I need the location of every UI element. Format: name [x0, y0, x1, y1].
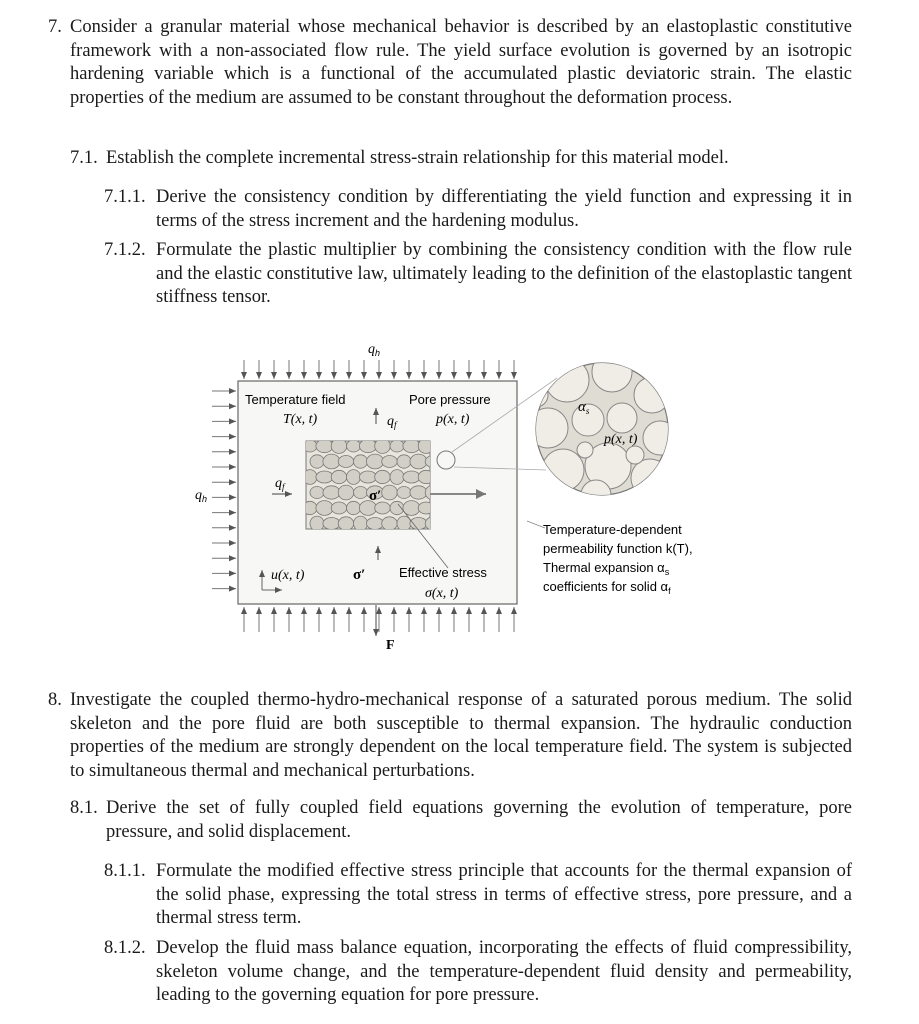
subsubquestion-number: 7.1.2. [104, 240, 146, 260]
grain [410, 454, 427, 469]
grain [397, 455, 411, 468]
subsubquestion-text: Formulate the modified effective stress principle that accounts for the thermal expansion of the solid phase, expressing the total stress in terms of effective stress, pore pressure, and a thermal stress term. [156, 861, 852, 928]
grain [607, 403, 637, 433]
grain [310, 516, 324, 531]
question-number: 8. [48, 690, 62, 710]
grain [626, 446, 644, 464]
subsubquestion-number: 8.1.2. [104, 938, 146, 958]
grain [323, 454, 340, 469]
subquestion-text: Establish the complete incremental stress-strain relationship for this material model. [106, 148, 729, 168]
grain [359, 439, 376, 452]
grain [347, 440, 361, 452]
grain [592, 352, 632, 392]
effective-stress-symbol: σ(x, t) [425, 586, 459, 601]
grain [347, 501, 361, 514]
effective-stress-label: Effective stress [399, 565, 487, 580]
question-text: Consider a granular material whose mechanical behavior is described by an elastoplastic constitutive framework with a non-associated flow rule. The yield surface evolution is governed by an isotropic hardening variable which is a functional of the accumulated plastic deviatoric strain. The elastic properties of the medium are assumed to be constant throughout the deformation process. [70, 17, 852, 108]
top-load-label: $q_h$ [368, 342, 381, 358]
grain [382, 517, 398, 530]
bottom-reaction-arrows [244, 607, 514, 632]
subquestion-text: Derive the set of fully coupled field equations governing the evolution of temperature, pore pressure, and solid displacement. [106, 798, 852, 842]
grain [347, 470, 361, 485]
left-load-label: $q_h$ [195, 488, 208, 504]
left-load-arrows [212, 391, 236, 589]
grain [338, 485, 354, 500]
grain [375, 470, 391, 483]
temperature-symbol: T(x, t) [283, 412, 318, 427]
grain [366, 518, 383, 530]
grain [528, 408, 568, 448]
alpha-s-label: $\alpha_s$ [578, 399, 590, 416]
grain [331, 470, 347, 483]
grain [310, 455, 324, 468]
grain [316, 439, 333, 452]
force-label: F [386, 638, 395, 653]
grain [390, 501, 404, 514]
grain [323, 518, 340, 530]
sigma-prime-center-label: σ′ [369, 488, 382, 504]
grain [323, 486, 340, 499]
grain [403, 471, 420, 483]
top-load-arrows [244, 360, 514, 379]
grain [366, 454, 383, 469]
grain [390, 440, 404, 452]
question-number: 7. [48, 17, 62, 37]
sigma-prime-lower-label: σ′ [353, 567, 366, 583]
note-line-1: Temperature-dependent [543, 522, 682, 537]
grain [410, 518, 427, 530]
subquestion-number: 7.1. [70, 148, 98, 168]
pore-pressure-symbol: p(x, t) [436, 412, 470, 427]
subsubquestion-8-1-1 [104, 860, 852, 931]
subsubquestion-text: Formulate the plastic multiplier by combining the consistency condition with the flow rule and the elastic constitutive law, ultimately leading to the definition of the elastoplastic tangent stiffness tensor. [156, 240, 852, 307]
grain [403, 439, 420, 452]
grain [631, 459, 669, 497]
grain [390, 470, 404, 485]
grain [338, 456, 354, 468]
grain [410, 486, 427, 499]
grain [382, 485, 398, 500]
temperature-field-label: Temperature field [245, 392, 346, 407]
grain [354, 516, 368, 531]
qf-left-label: $q_f$ [275, 476, 285, 492]
subsubquestion-8-1-2 [104, 937, 852, 1008]
grain [382, 456, 398, 468]
subsubquestion-text: Develop the fluid mass balance equation, incorporating the effects of fluid compressibility, skeleton volume change, and the temperature-dependent fluid density and permeability, leading to the governing equation for pore pressure. [156, 938, 852, 1005]
subsubquestion-number: 7.1.1. [104, 187, 146, 207]
note-line-4: coefficients for solid $\alpha_f$ [543, 579, 671, 596]
displacement-label: u(x, t) [271, 568, 305, 583]
grain [397, 487, 411, 499]
grain [316, 501, 333, 516]
grain [666, 402, 686, 422]
question-text: Investigate the coupled thermo-hydro-mechanical response of a saturated porous medium. The solid skeleton and the pore fluid are both susceptible to thermal expansion. The hydraulic conduction properties of the medium are strongly dependent on the local temperature field. The system is subjected to simultaneous thermal and mechanical perturbations. [70, 690, 852, 781]
grain [310, 487, 324, 499]
question-8 [48, 689, 852, 783]
pore-pressure-label: Pore pressure [409, 392, 491, 407]
circle-pressure-label: p(x, t) [604, 432, 638, 447]
note-line-2: permeability function k(T), [543, 541, 693, 556]
grain [643, 421, 677, 455]
subquestion-number: 8.1. [70, 798, 98, 818]
grain [577, 442, 593, 458]
note-line-3: Thermal expansion $\alpha_s$ [543, 560, 670, 577]
subsubquestion-text: Derive the consistency condition by differentiating the yield function and expressing it in terms of the stress increment and the hardening modulus. [156, 187, 852, 231]
grain [359, 471, 376, 483]
grain [354, 455, 368, 468]
grain [331, 502, 347, 514]
subquestion-8-1 [70, 797, 852, 844]
grain [316, 471, 333, 483]
grain [354, 487, 368, 499]
grain [338, 517, 354, 530]
subsubquestion-number: 8.1.1. [104, 861, 146, 881]
qf-upper-label: $q_f$ [387, 414, 397, 430]
grain [545, 358, 589, 402]
grain [542, 449, 584, 491]
